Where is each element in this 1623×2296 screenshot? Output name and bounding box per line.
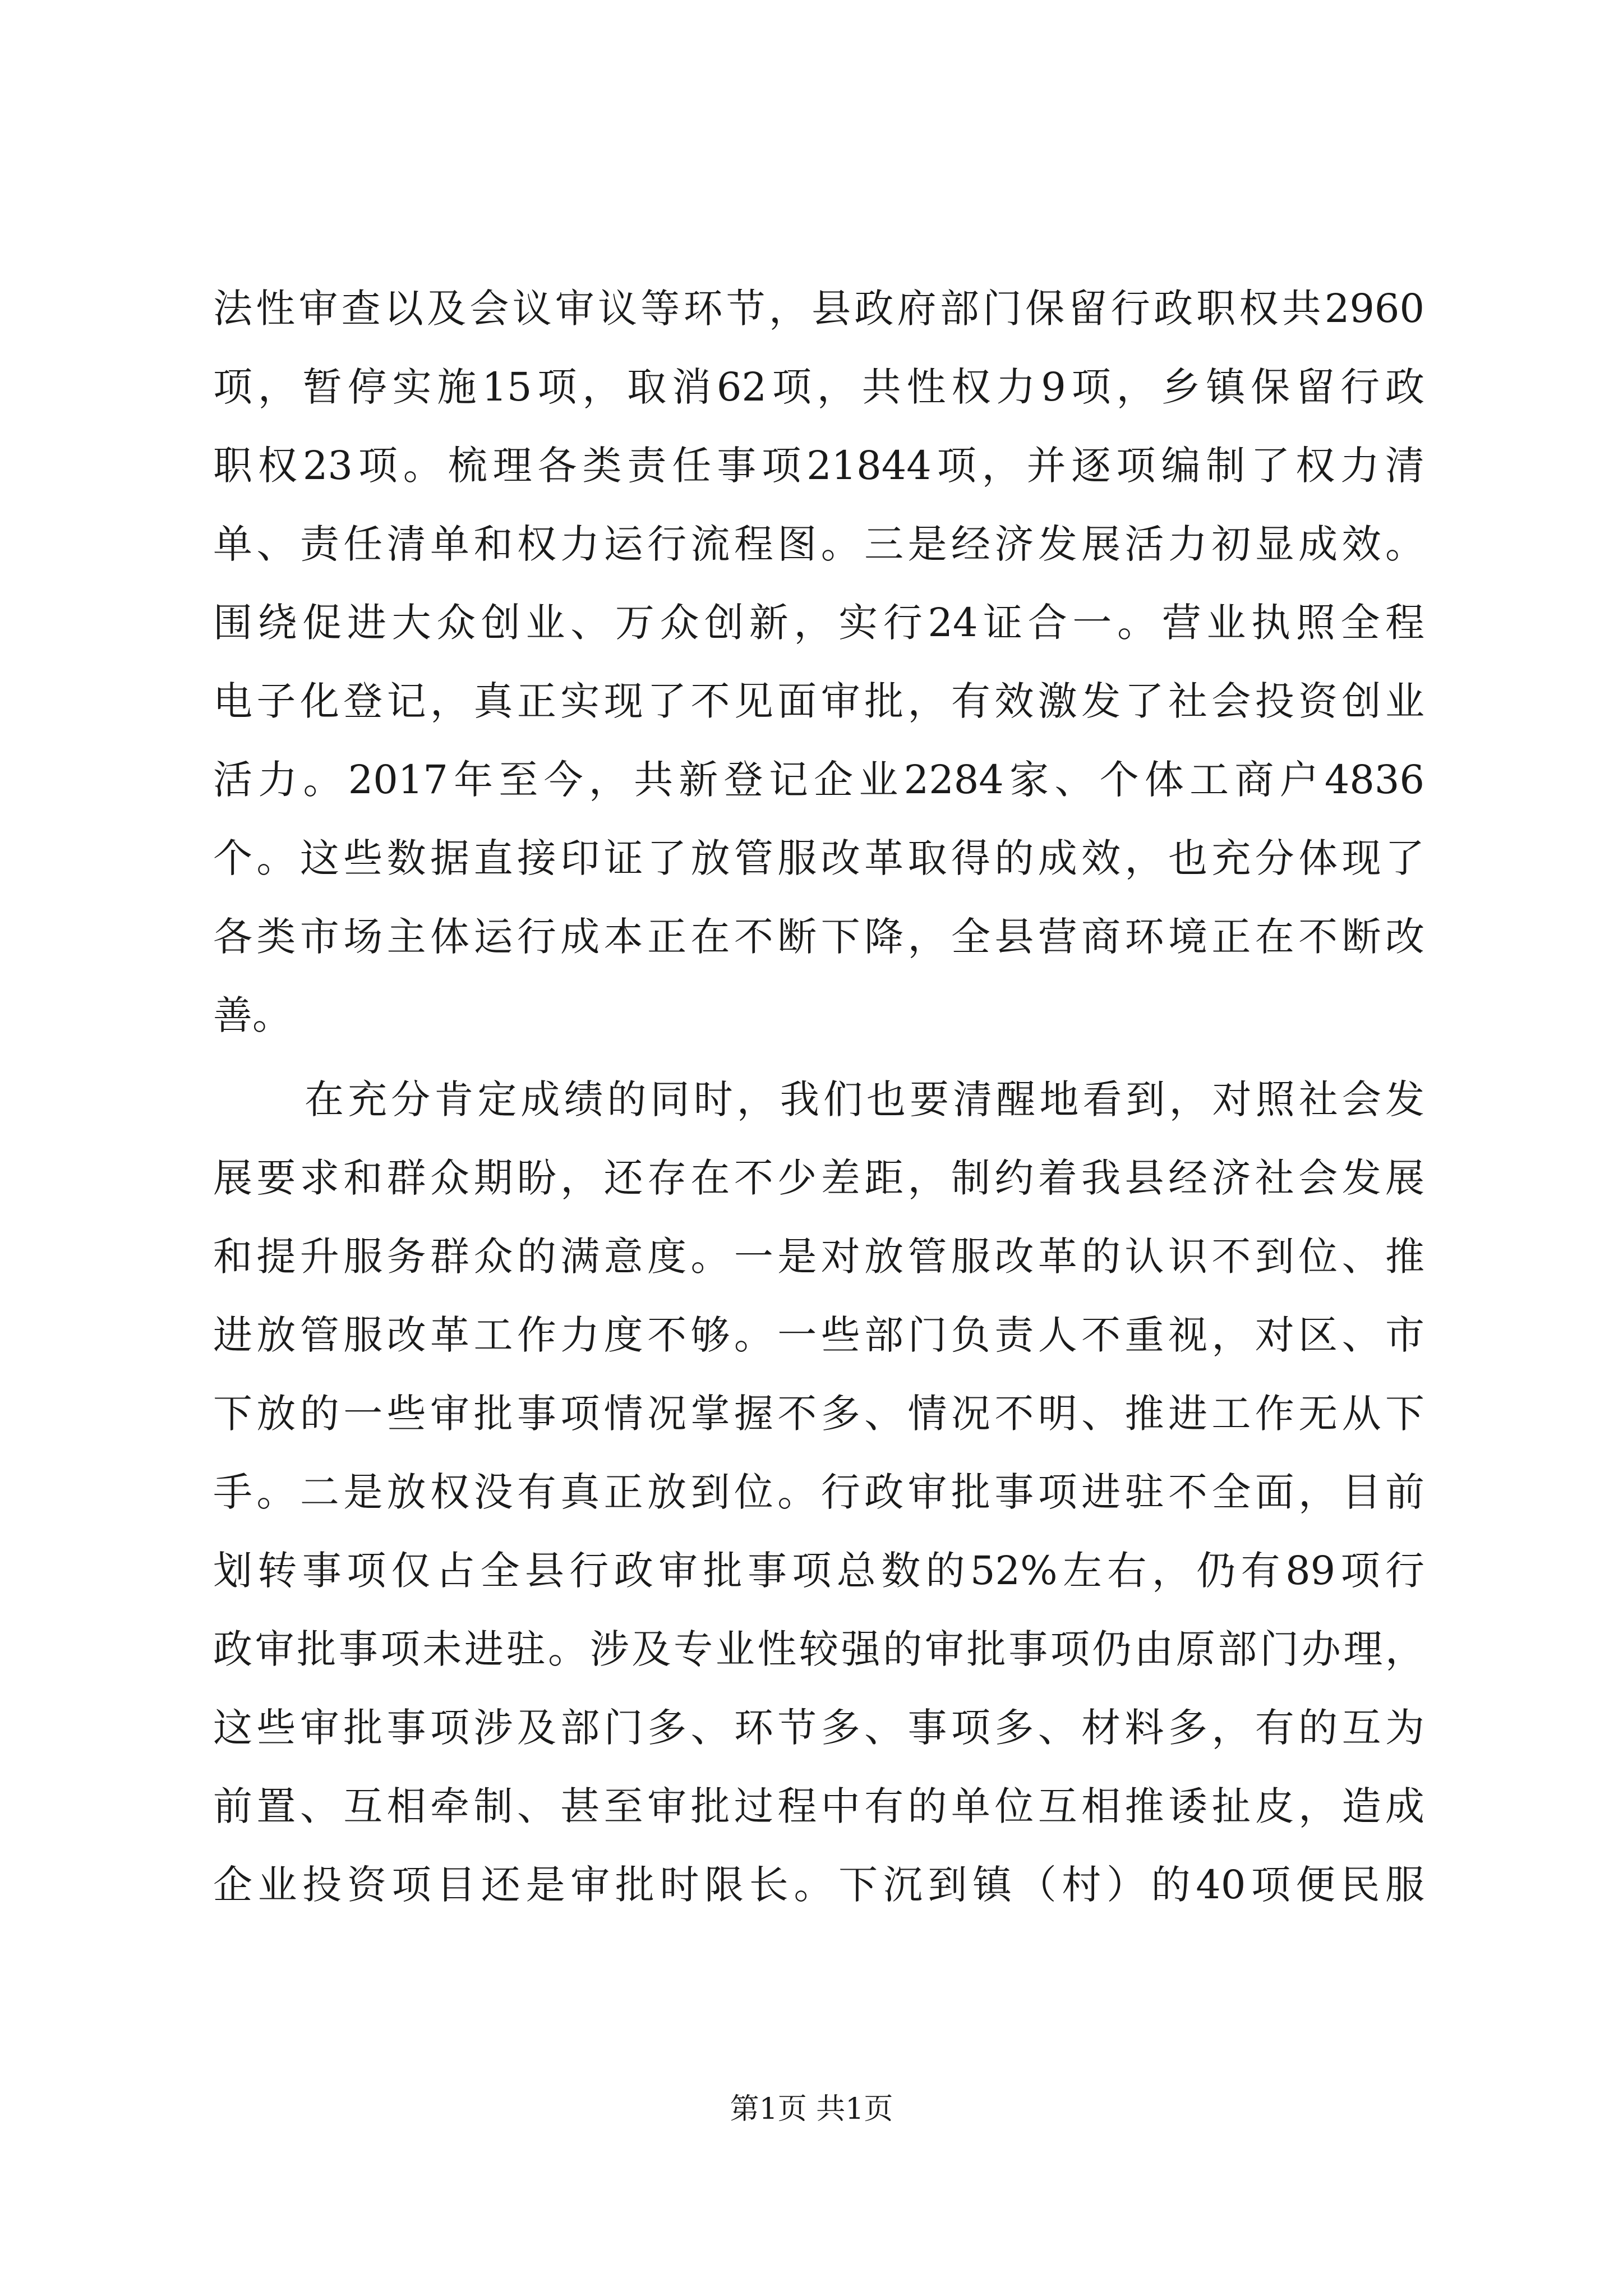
paragraph-1-line-3: 职权23项。梳理各类责任事项21844项，并逐项编制了权力清 (213, 443, 1424, 489)
paragraph-2-line-5: 下放的一些审批事项情况掌握不多、情况不明、推进工作无从下 (213, 1391, 1424, 1437)
paragraph-1-line-5: 围绕促进大众创业、万众创新，实行24证合一。营业执照全程 (213, 600, 1424, 646)
page-number-footer: 第1页 共1页 (730, 2092, 893, 2126)
paragraph-2-line-1: 在充分肯定成绩的同时，我们也要清醒地看到，对照社会发 (305, 1076, 1424, 1122)
paragraph-1-line-7: 活力。2017年至今，共新登记企业2284家、个体工商户4836 (213, 757, 1424, 803)
paragraph-1-line-1: 法性审查以及会议审议等环节，县政府部门保留行政职权共2960 (213, 286, 1424, 332)
paragraph-2-line-3: 和提升服务群众的满意度。一是对放管服改革的认识不到位、推 (213, 1234, 1424, 1280)
paragraph-1-line-2: 项，暂停实施15项，取消62项，共性权力9项，乡镇保留行政 (213, 364, 1424, 410)
paragraph-1-line-8: 个。这些数据直接印证了放管服改革取得的成效，也充分体现了 (213, 835, 1424, 881)
paragraph-2-line-2: 展要求和群众期盼，还存在不少差距，制约着我县经济社会发展 (213, 1155, 1424, 1201)
paragraph-1-line-6: 电子化登记，真正实现了不见面审批，有效激发了社会投资创业 (213, 678, 1424, 724)
paragraph-2-line-8: 政审批事项未进驻。涉及专业性较强的审批事项仍由原部门办理， (213, 1626, 1424, 1672)
paragraph-2-line-9: 这些审批事项涉及部门多、环节多、事项多、材料多，有的互为 (213, 1705, 1424, 1751)
paragraph-2-line-11: 企业投资项目还是审批时限长。下沉到镇（村）的40项便民服 (213, 1862, 1424, 1908)
paragraph-1-line-9: 各类市场主体运行成本正在不断下降，全县营商环境正在不断改 (213, 914, 1424, 960)
paragraph-2-line-4: 进放管服改革工作力度不够。一些部门负责人不重视，对区、市 (213, 1312, 1424, 1358)
paragraph-1-line-10: 善。 (213, 992, 292, 1038)
paragraph-1-line-4: 单、责任清单和权力运行流程图。三是经济发展活力初显成效。 (213, 521, 1424, 567)
paragraph-2-line-7: 划转事项仅占全县行政审批事项总数的52%左右，仍有89项行 (213, 1548, 1424, 1594)
paragraph-2-line-10: 前置、互相牵制、甚至审批过程中有的单位互相推诿扯皮，造成 (213, 1783, 1424, 1829)
paragraph-2-line-6: 手。二是放权没有真正放到位。行政审批事项进驻不全面，目前 (213, 1469, 1424, 1515)
